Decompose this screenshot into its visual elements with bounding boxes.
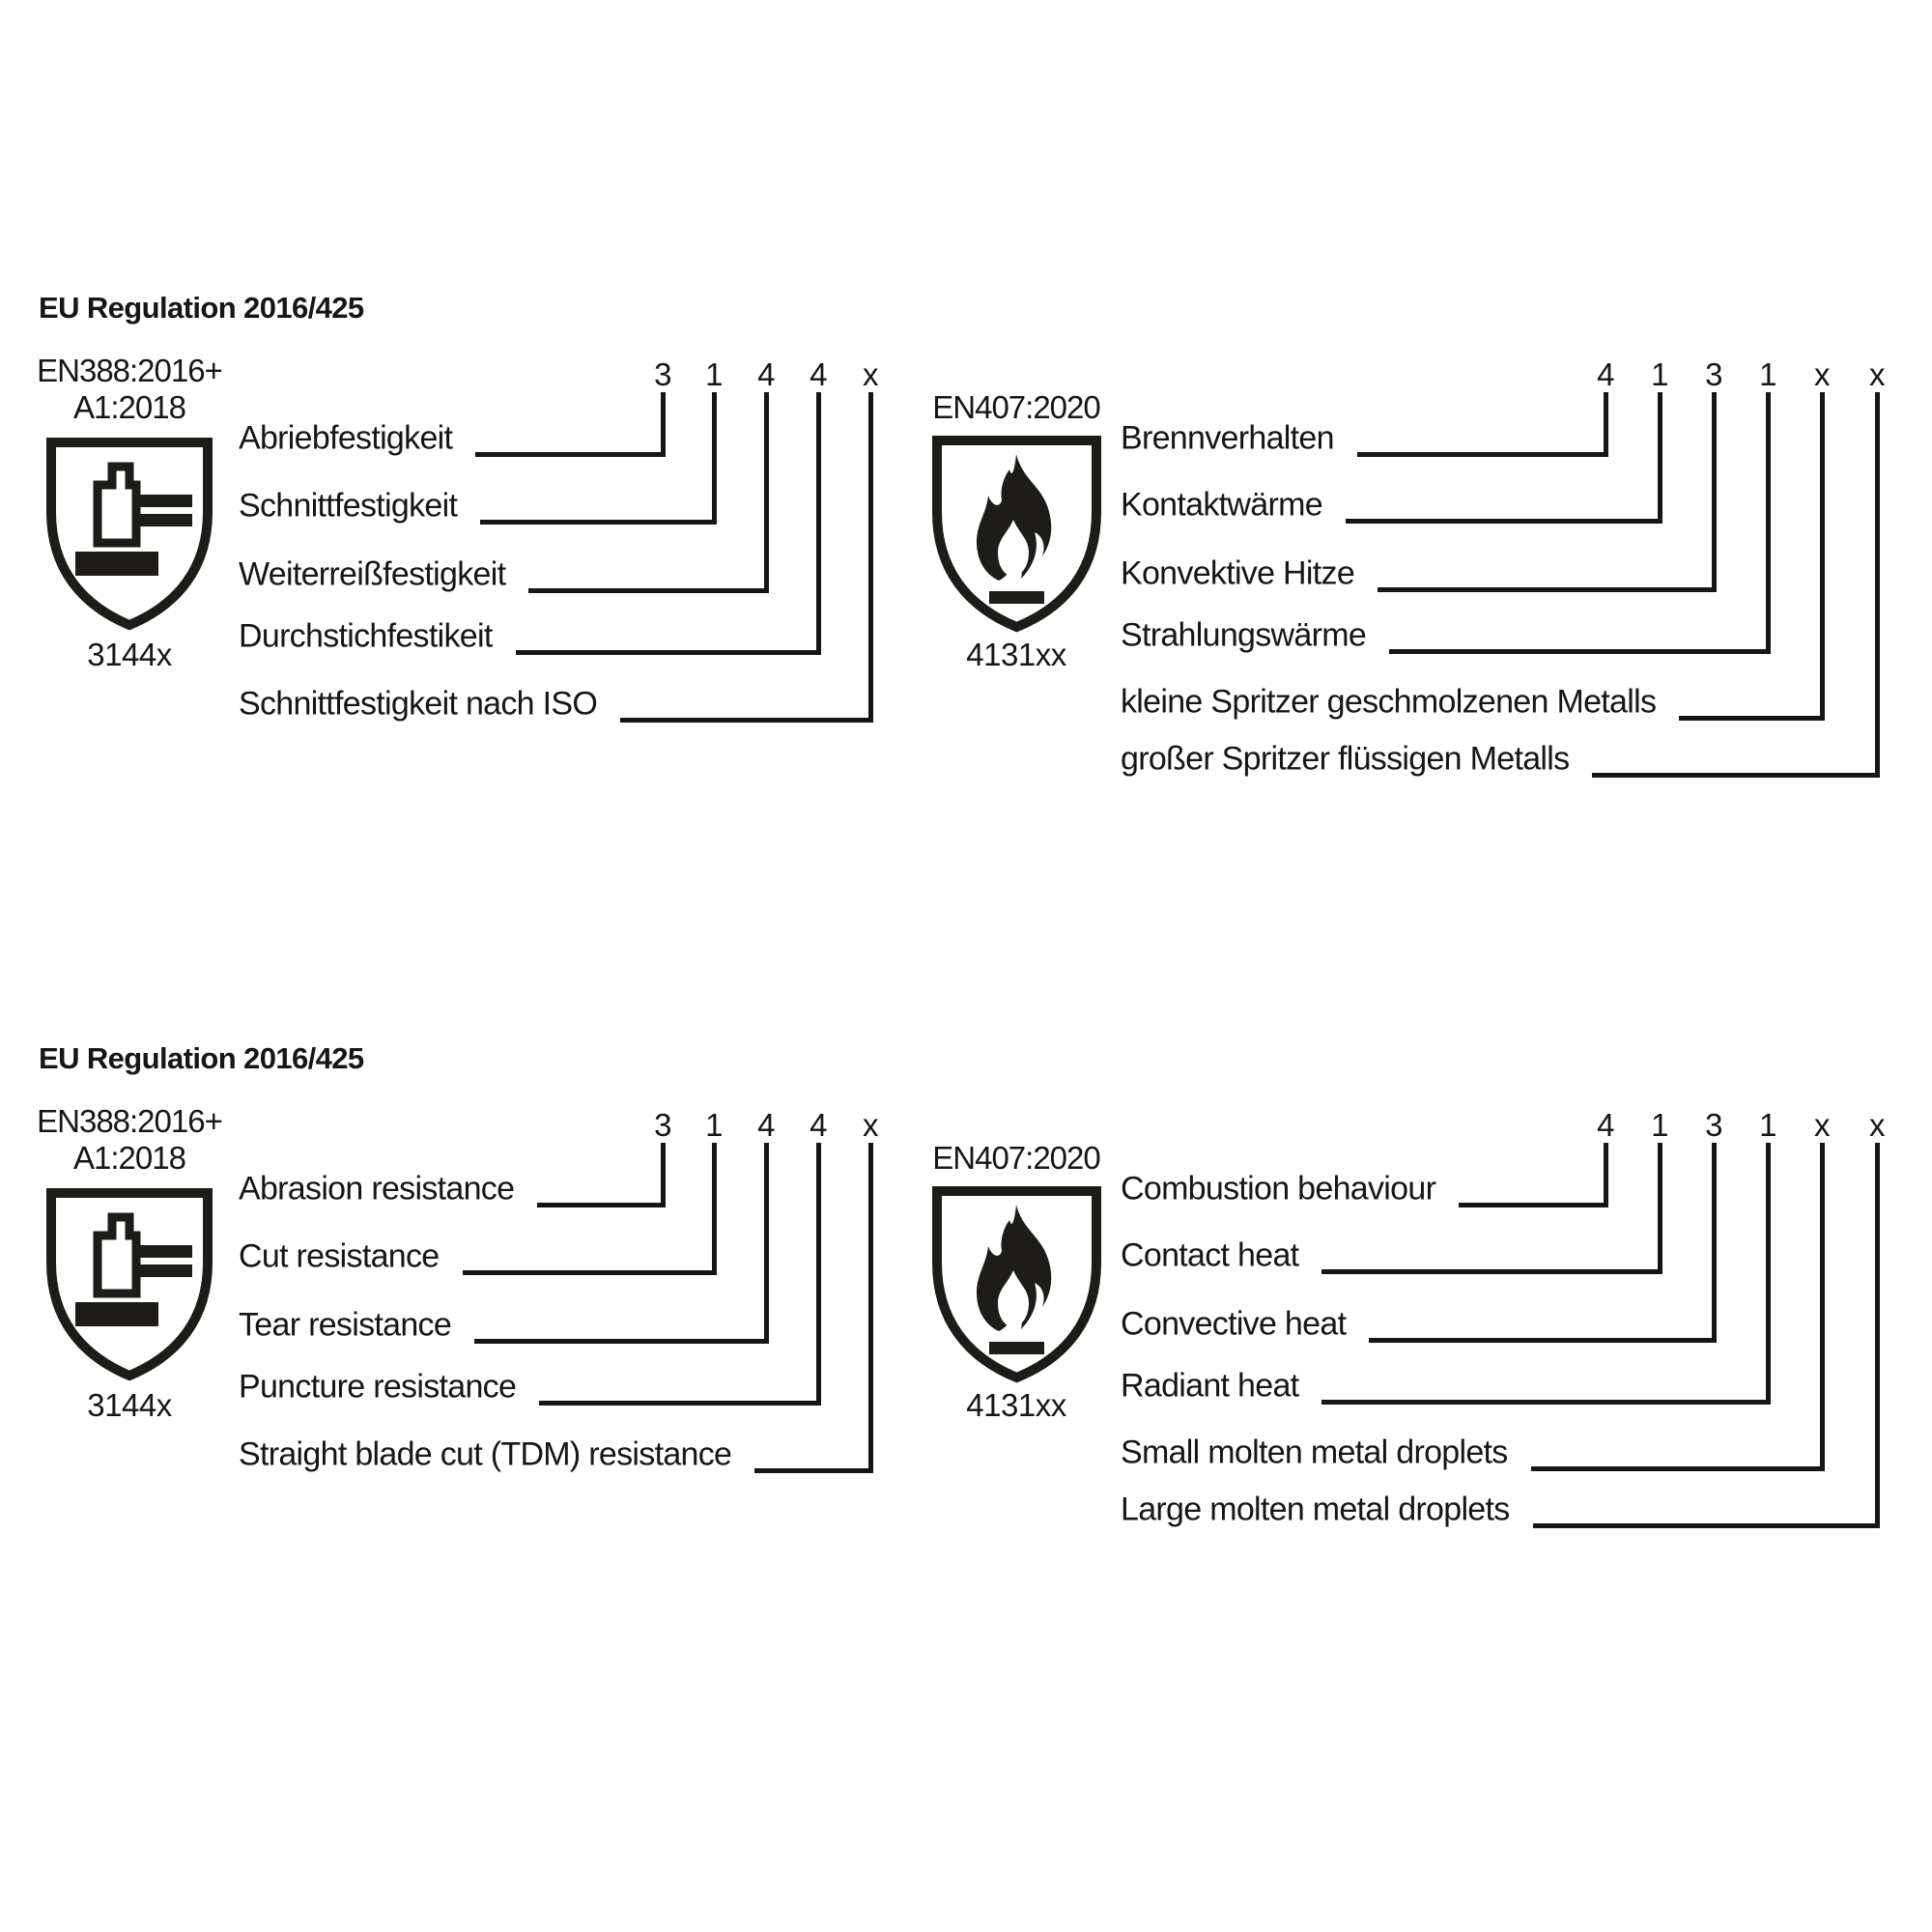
connector-line xyxy=(754,1143,873,1473)
abrasive-bar-2 xyxy=(136,514,192,526)
rating-digit: 4 xyxy=(810,1107,827,1143)
property-label: Large molten metal droplets xyxy=(1121,1491,1510,1528)
property-label: Combustion behaviour xyxy=(1121,1170,1436,1208)
property-label: großer Spritzer flüssigen Metalls xyxy=(1121,740,1570,778)
property-label: Brennverhalten xyxy=(1121,419,1334,457)
performance-code: 4131xx xyxy=(966,637,1066,672)
standard-pictogram xyxy=(929,433,1104,636)
property-label: Straight blade cut (TDM) resistance xyxy=(239,1435,732,1473)
performance-code: 3144x xyxy=(87,1387,172,1423)
flame-base-bar xyxy=(989,591,1044,604)
rating-digit: x xyxy=(1869,356,1885,392)
abrasive-bar-2 xyxy=(136,1264,192,1277)
en388-abrasion-shield-icon xyxy=(43,1185,215,1384)
standard-name: EN407:2020 xyxy=(932,1140,1100,1176)
standard-name: EN388:2016+ xyxy=(37,1103,222,1139)
property-label: Cut resistance xyxy=(239,1237,440,1275)
standard-name: A1:2018 xyxy=(73,389,185,425)
property-label: Durchstichfestikeit xyxy=(239,617,493,655)
en407-flame-shield-icon xyxy=(929,433,1104,636)
property-label: Radiant heat xyxy=(1121,1367,1299,1405)
property-label: Schnittfestigkeit nach ISO xyxy=(239,685,598,723)
performance-code: 3144x xyxy=(87,637,172,672)
property-label: Puncture resistance xyxy=(239,1368,517,1406)
property-label: kleine Spritzer geschmolzenen Metalls xyxy=(1121,683,1657,721)
flame-base-bar xyxy=(989,1342,1044,1354)
standard-name: EN388:2016+ xyxy=(37,353,222,388)
property-label: Weiterreißfestigkeit xyxy=(239,555,506,593)
property-label: Convective heat xyxy=(1121,1305,1347,1343)
rating-digit: 3 xyxy=(1705,356,1722,392)
rating-digit: x xyxy=(1814,356,1830,392)
connector-line xyxy=(1592,392,1880,778)
rating-digit: x xyxy=(863,356,878,392)
rating-digit: 3 xyxy=(654,356,671,392)
standard-name: A1:2018 xyxy=(73,1140,185,1176)
section-heading: EU Regulation 2016/425 xyxy=(39,1041,364,1075)
standard-pictogram xyxy=(929,1183,1104,1386)
rating-digit: 1 xyxy=(1651,1107,1668,1143)
property-label: Schnittfestigkeit xyxy=(239,487,458,525)
property-label: Abriebfestigkeit xyxy=(239,419,453,457)
ground-bar xyxy=(75,1302,158,1326)
rating-digit: 1 xyxy=(1759,356,1776,392)
rating-digit: 1 xyxy=(1759,1107,1776,1143)
property-label: Kontaktwärme xyxy=(1121,486,1322,524)
connector-line xyxy=(620,392,873,723)
section-heading: EU Regulation 2016/425 xyxy=(39,291,364,325)
ground-bar xyxy=(75,552,158,576)
standard-name: EN407:2020 xyxy=(932,389,1100,425)
property-label: Contact heat xyxy=(1121,1236,1299,1274)
abrasive-bar-1 xyxy=(136,1245,192,1258)
rating-digit: 1 xyxy=(1651,356,1668,392)
rating-digit: 4 xyxy=(757,1107,775,1143)
property-label: Konvektive Hitze xyxy=(1121,554,1355,592)
rating-digit: 4 xyxy=(1597,356,1614,392)
rating-digit: 3 xyxy=(654,1107,671,1143)
standard-pictogram xyxy=(43,1185,215,1384)
rating-digit: x xyxy=(1814,1107,1830,1143)
connector-line xyxy=(1533,1143,1880,1528)
property-label: Abrasion resistance xyxy=(239,1170,515,1208)
performance-code: 4131xx xyxy=(966,1387,1066,1423)
standard-pictogram xyxy=(43,435,215,634)
abrasive-bar-1 xyxy=(136,495,192,507)
en407-flame-shield-icon xyxy=(929,1183,1104,1386)
property-label: Small molten metal droplets xyxy=(1121,1434,1508,1471)
en388-abrasion-shield-icon xyxy=(43,435,215,634)
rating-digit: 1 xyxy=(705,1107,723,1143)
property-label: Tear resistance xyxy=(239,1306,452,1344)
rating-digit: 1 xyxy=(705,356,723,392)
rating-digit: x xyxy=(863,1107,878,1143)
rating-digit: x xyxy=(1869,1107,1885,1143)
rating-digit: 4 xyxy=(757,356,775,392)
rating-digit: 4 xyxy=(1597,1107,1614,1143)
rating-digit: 4 xyxy=(810,356,827,392)
rating-digit: 3 xyxy=(1705,1107,1722,1143)
property-label: Strahlungswärme xyxy=(1121,616,1367,654)
